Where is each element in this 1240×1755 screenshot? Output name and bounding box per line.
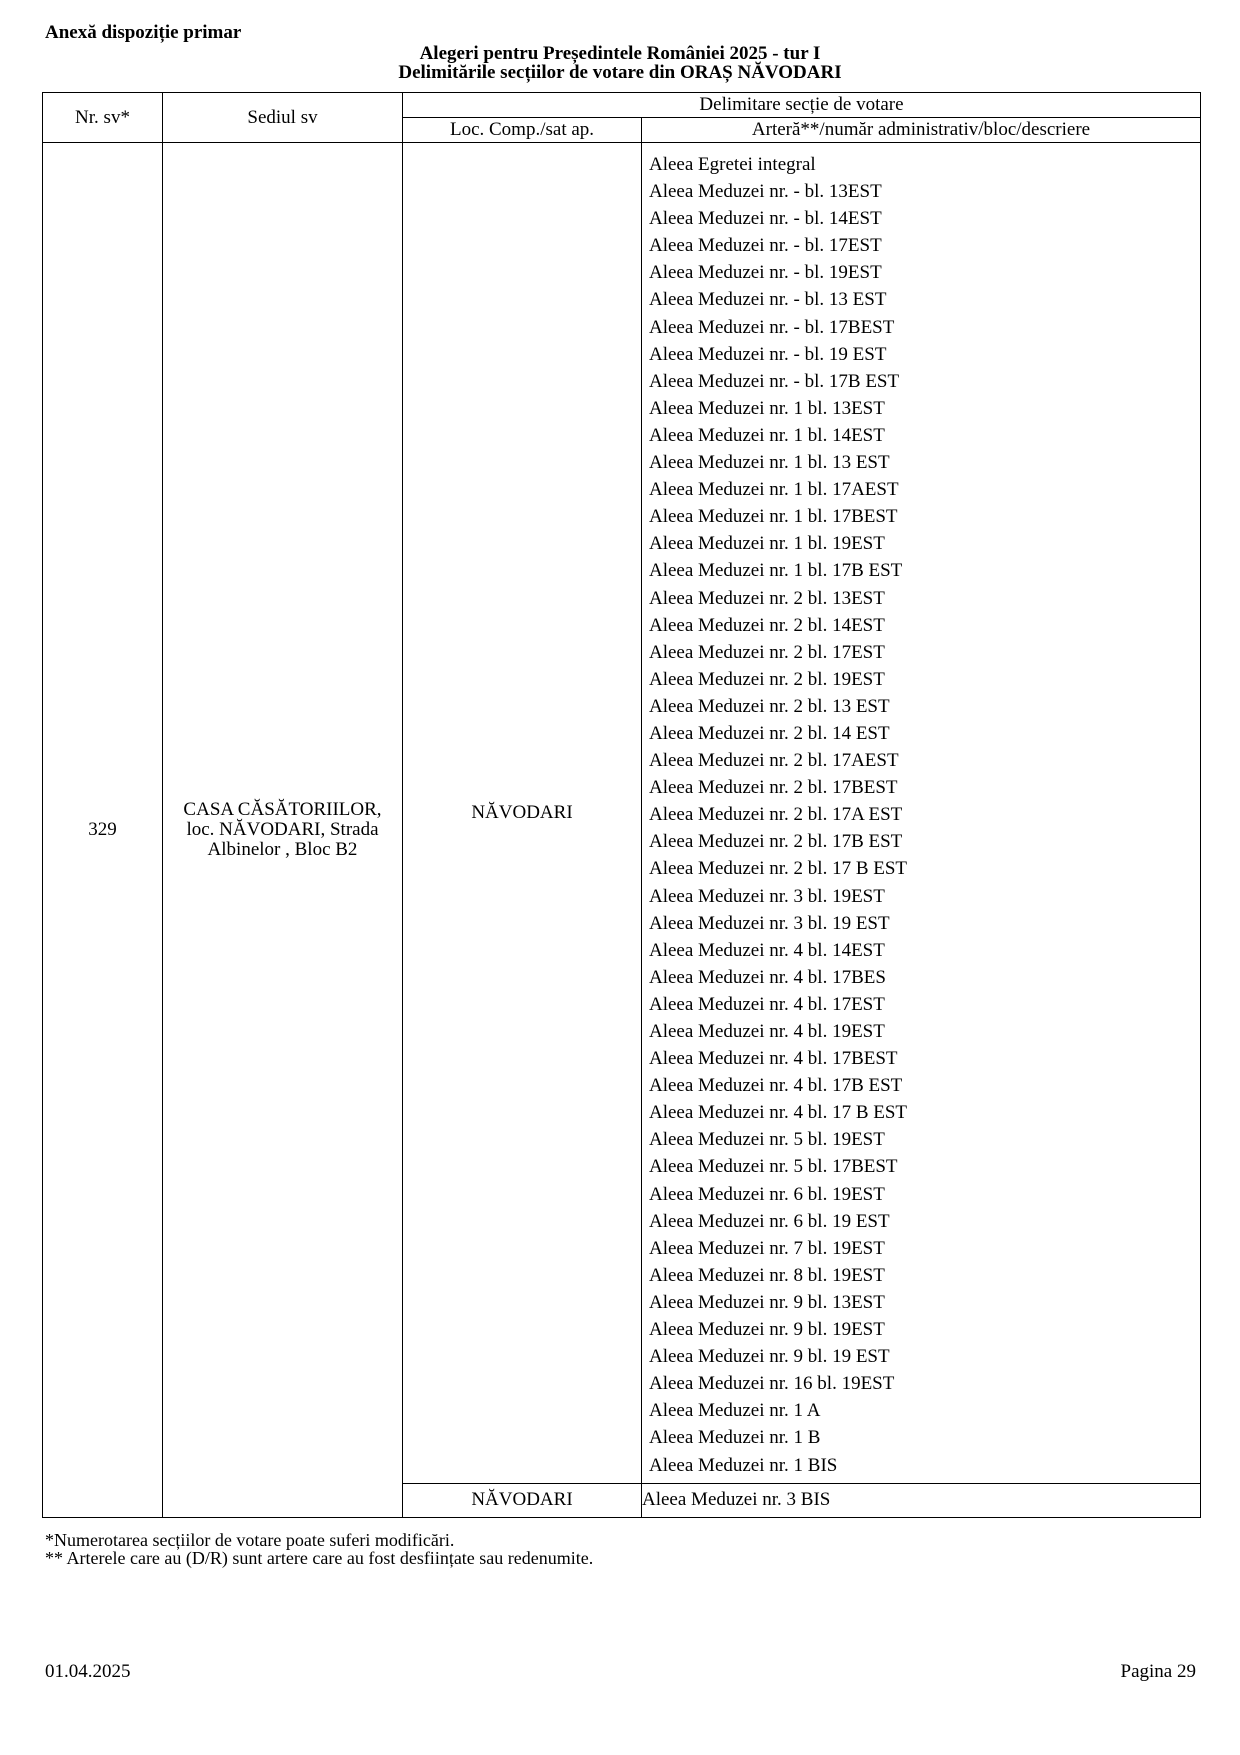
header-delimitare: Delimitare secție de votare xyxy=(403,93,1201,118)
section-locality: NĂVODARI xyxy=(403,143,642,1484)
header-locality: Loc. Comp./sat ap. xyxy=(403,118,642,143)
page-number: Pagina 29 xyxy=(1120,1661,1196,1682)
address-item: Aleea Meduzei nr. 5 bl. 17BEST xyxy=(649,1156,898,1178)
address-item: Aleea Meduzei nr. 2 bl. 17B EST xyxy=(649,831,903,853)
address-item: Aleea Meduzei nr. 2 bl. 19EST xyxy=(649,668,885,690)
header-sediul: Sediul sv xyxy=(163,93,403,143)
address-item: Aleea Meduzei nr. 6 bl. 19 EST xyxy=(649,1210,890,1232)
address-item: Aleea Meduzei nr. 3 bl. 19EST xyxy=(649,885,885,907)
address-item: Aleea Meduzei nr. - bl. 17BEST xyxy=(649,316,895,338)
address-item: Aleea Meduzei nr. 6 bl. 19EST xyxy=(649,1183,885,1205)
address-item: Aleea Meduzei nr. 2 bl. 13 EST xyxy=(649,695,890,717)
address-item: Aleea Meduzei nr. 2 bl. 17AEST xyxy=(649,750,899,772)
address-item: Aleea Meduzei nr. - bl. 17EST xyxy=(649,235,882,257)
address-item: Aleea Meduzei nr. 1 bl. 13 EST xyxy=(649,452,890,474)
address-item: Aleea Meduzei nr. 2 bl. 17EST xyxy=(649,641,885,663)
address-list xyxy=(642,143,1200,1483)
address-item: Aleea Meduzei nr. - bl. 13EST xyxy=(649,181,882,203)
address-item: Aleea Meduzei nr. 8 bl. 19EST xyxy=(649,1264,885,1286)
footnotes xyxy=(45,1531,593,1567)
address-item: Aleea Meduzei nr. 9 bl. 19 EST xyxy=(649,1346,890,1368)
address-item: Aleea Meduzei nr. 4 bl. 17B EST xyxy=(649,1075,903,1097)
last-row-locality: NĂVODARI xyxy=(403,1483,642,1517)
annex-label: Anexă dispoziție primar xyxy=(45,22,242,43)
address-item: Aleea Meduzei nr. 2 bl. 14 EST xyxy=(649,722,890,744)
address-item: Aleea Meduzei nr. 2 bl. 14EST xyxy=(649,614,885,636)
address-item: Aleea Meduzei nr. 4 bl. 14EST xyxy=(649,939,885,961)
address-item: Aleea Meduzei nr. 3 bl. 19 EST xyxy=(649,912,890,934)
footer-date: 01.04.2025 xyxy=(45,1661,131,1682)
title-line-2: Delimitările secțiilor de votare din ORAȘ NĂVODARI xyxy=(398,62,842,83)
document-title xyxy=(0,44,1240,82)
address-item: Aleea Meduzei nr. 4 bl. 17BEST xyxy=(649,1048,898,1070)
address-item: Aleea Meduzei nr. 5 bl. 19EST xyxy=(649,1129,885,1151)
delimitation-table xyxy=(42,92,1201,1518)
address-item: Aleea Meduzei nr. 2 bl. 17 B EST xyxy=(649,858,908,880)
address-item: Aleea Meduzei nr. - bl. 13 EST xyxy=(649,289,887,311)
address-item: Aleea Egretei integral xyxy=(649,154,816,175)
last-row-address: Aleea Meduzei nr. 3 BIS xyxy=(642,1483,1201,1517)
footnote-numbering: *Numerotarea secțiilor de votare poate suferi modificări. xyxy=(45,1530,455,1550)
address-item: Aleea Meduzei nr. - bl. 19EST xyxy=(649,262,882,284)
title-line-1: Alegeri pentru Președintele României 2025 - tur I xyxy=(419,43,821,64)
address-item: Aleea Meduzei nr. 16 bl. 19EST xyxy=(649,1373,895,1395)
address-item: Aleea Meduzei nr. 7 bl. 19EST xyxy=(649,1237,885,1259)
address-item: Aleea Meduzei nr. 1 bl. 19EST xyxy=(649,533,885,555)
address-item: Aleea Meduzei nr. - bl. 19 EST xyxy=(649,343,887,365)
header-artery: Arteră**/număr administrativ/bloc/descriere xyxy=(642,118,1201,143)
section-seat: CASA CĂSĂTORIILOR, loc. NĂVODARI, Strada Albinelor , Bloc B2 xyxy=(163,143,403,1518)
address-item: Aleea Meduzei nr. 4 bl. 17BES xyxy=(649,966,886,988)
address-item: Aleea Meduzei nr. 9 bl. 19EST xyxy=(649,1319,885,1341)
address-item: Aleea Meduzei nr. - bl. 17B EST xyxy=(649,370,900,392)
address-item: Aleea Meduzei nr. - bl. 14EST xyxy=(649,208,882,230)
address-item: Aleea Meduzei nr. 1 bl. 17B EST xyxy=(649,560,903,582)
address-item: Aleea Meduzei nr. 4 bl. 17EST xyxy=(649,993,885,1015)
address-item: Aleea Meduzei nr. 4 bl. 17 B EST xyxy=(649,1102,908,1124)
address-item: Aleea Meduzei nr. 9 bl. 13EST xyxy=(649,1291,885,1313)
address-item: Aleea Meduzei nr. 2 bl. 17A EST xyxy=(649,804,903,826)
header-nr-sv: Nr. sv* xyxy=(43,93,163,143)
address-item: Aleea Meduzei nr. 1 BIS xyxy=(649,1454,838,1476)
address-item: Aleea Meduzei nr. 2 bl. 13EST xyxy=(649,587,885,609)
address-cell xyxy=(642,143,1201,1484)
address-item: Aleea Meduzei nr. 1 bl. 14EST xyxy=(649,424,885,446)
footnote-arteries: ** Arterele care au (D/R) sunt artere care au fost desființate sau redenumite. xyxy=(45,1548,594,1568)
table-row xyxy=(43,143,1201,1484)
address-item: Aleea Meduzei nr. 1 A xyxy=(649,1400,821,1422)
section-number: 329 xyxy=(43,143,163,1518)
address-item: Aleea Meduzei nr. 1 bl. 17BEST xyxy=(649,506,898,528)
address-item: Aleea Meduzei nr. 1 bl. 17AEST xyxy=(649,479,899,501)
address-item: Aleea Meduzei nr. 1 B xyxy=(649,1427,821,1449)
address-item: Aleea Meduzei nr. 1 bl. 13EST xyxy=(649,397,885,419)
address-item: Aleea Meduzei nr. 4 bl. 19EST xyxy=(649,1021,885,1042)
address-item: Aleea Meduzei nr. 2 bl. 17BEST xyxy=(649,777,898,799)
